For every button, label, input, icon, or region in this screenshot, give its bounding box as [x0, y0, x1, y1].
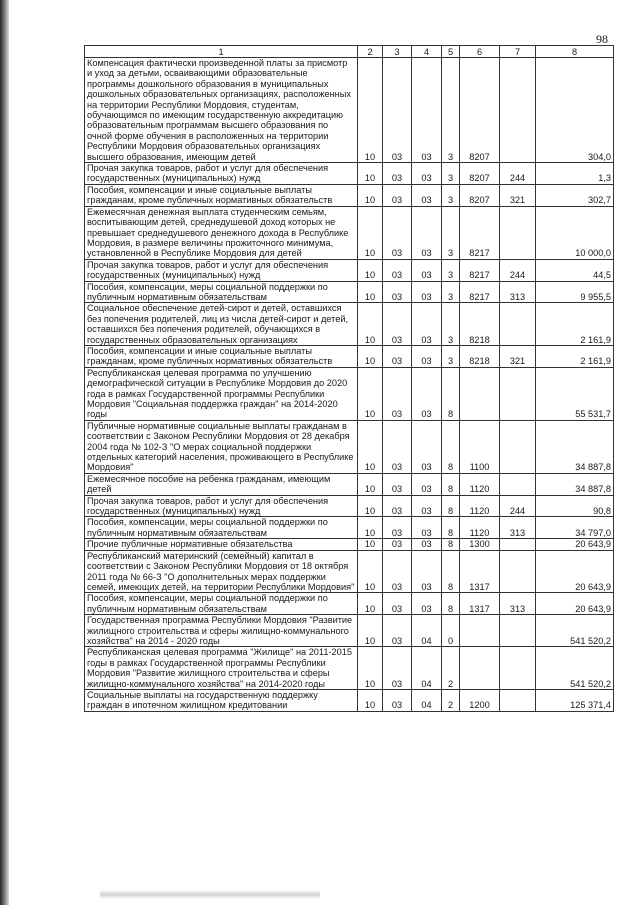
article-cell: 1317 [460, 593, 500, 615]
subprogram-cell: 8 [442, 473, 460, 495]
table-row [85, 593, 614, 615]
table-row [85, 539, 614, 550]
expense-type-cell [500, 647, 536, 690]
table-body [85, 58, 614, 712]
table-row [85, 345, 614, 367]
program-cell: 04 [412, 647, 442, 690]
header-cell: 4 [412, 46, 442, 58]
item-name-cell: Пособия, компенсации и иные социальные выплаты гражданам, кроме публичных нормативных обязательств [85, 184, 358, 206]
table-row [85, 303, 614, 346]
expense-type-cell [500, 303, 536, 346]
section-cell: 10 [358, 345, 383, 367]
subprogram-cell: 3 [442, 303, 460, 346]
subprogram-cell: 2 [442, 647, 460, 690]
subsection-cell: 03 [383, 517, 412, 539]
table-row [85, 281, 614, 303]
amount-cell: 44,5 [536, 259, 614, 281]
header-cell: 8 [536, 46, 614, 58]
program-cell: 03 [412, 281, 442, 303]
article-cell: 1120 [460, 495, 500, 517]
article-cell: 1100 [460, 420, 500, 473]
article-cell: 8218 [460, 303, 500, 346]
subprogram-cell: 8 [442, 420, 460, 473]
expense-type-cell [500, 689, 536, 711]
program-cell: 03 [412, 303, 442, 346]
program-cell: 03 [412, 58, 442, 163]
section-cell: 10 [358, 163, 383, 185]
expense-type-cell: 321 [500, 184, 536, 206]
item-name-cell: Республиканская целевая программа "Жилище" на 2011-2015 годы в рамках Государственной программы Республики Мордовия "Развитие жилищного строительства и сферы жилищно-коммунального хозяйства" на 2014-2020 годы [85, 647, 358, 690]
amount-cell: 34 887,8 [536, 473, 614, 495]
table-row [85, 259, 614, 281]
program-cell: 03 [412, 367, 442, 420]
item-name-cell: Пособия, компенсации и иные социальные выплаты гражданам, кроме публичных нормативных обязательств [85, 345, 358, 367]
table-row [85, 473, 614, 495]
subsection-cell: 03 [383, 420, 412, 473]
subsection-cell: 03 [383, 367, 412, 420]
section-cell: 10 [358, 539, 383, 550]
table-row [85, 689, 614, 711]
article-cell: 8218 [460, 345, 500, 367]
subsection-cell: 03 [383, 259, 412, 281]
expense-type-cell [500, 615, 536, 647]
section-cell: 10 [358, 689, 383, 711]
subprogram-cell: 3 [442, 184, 460, 206]
article-cell: 1200 [460, 689, 500, 711]
section-cell: 10 [358, 615, 383, 647]
subprogram-cell: 8 [442, 517, 460, 539]
amount-cell: 9 955,5 [536, 281, 614, 303]
article-cell [460, 647, 500, 690]
amount-cell: 125 371,4 [536, 689, 614, 711]
item-name-cell: Ежемесячная денежная выплата студенческим семьям, воспитывающим детей, среднедушевой доход которых не превышает среднедушевого денежного дохода в Республике Мордовия, в размере величины прожиточного минимума, установленной в Республике Мордовия для детей [85, 206, 358, 259]
program-cell: 03 [412, 593, 442, 615]
expense-type-cell [500, 539, 536, 550]
section-cell: 10 [358, 593, 383, 615]
subprogram-cell: 2 [442, 689, 460, 711]
expense-type-cell [500, 58, 536, 163]
subsection-cell: 03 [383, 345, 412, 367]
table-row [85, 517, 614, 539]
article-cell: 8207 [460, 58, 500, 163]
subprogram-cell: 8 [442, 539, 460, 550]
article-cell: 8217 [460, 259, 500, 281]
amount-cell: 20 643,9 [536, 593, 614, 615]
header-cell: 6 [460, 46, 500, 58]
program-cell: 03 [412, 420, 442, 473]
section-cell: 10 [358, 647, 383, 690]
subsection-cell: 03 [383, 184, 412, 206]
item-name-cell: Пособия, компенсации, меры социальной поддержки по публичным нормативным обязательствам [85, 517, 358, 539]
header-cell: 1 [85, 46, 358, 58]
item-name-cell: Публичные нормативные социальные выплаты гражданам в соответствии с Законом Республики Мордовия от 28 декабря 2004 года № 102-З "О мерах социальной поддержки отдельных категорий населения, проживающего в Республике Мордовия" [85, 420, 358, 473]
section-cell: 10 [358, 473, 383, 495]
subsection-cell: 03 [383, 495, 412, 517]
subsection-cell: 03 [383, 647, 412, 690]
section-cell: 10 [358, 495, 383, 517]
section-cell: 10 [358, 206, 383, 259]
article-cell [460, 367, 500, 420]
subsection-cell: 03 [383, 593, 412, 615]
article-cell: 8217 [460, 206, 500, 259]
expense-type-cell: 321 [500, 345, 536, 367]
expense-type-cell: 244 [500, 259, 536, 281]
amount-cell: 541 520,2 [536, 647, 614, 690]
subsection-cell: 03 [383, 689, 412, 711]
section-cell: 10 [358, 420, 383, 473]
item-name-cell: Государственная программа Республики Мордовия "Развитие жилищного строительства и сферы жилищно-коммунального хозяйства" на 2014 - 2020 годы [85, 615, 358, 647]
table-row [85, 550, 614, 593]
item-name-cell: Пособия, компенсации, меры социальной поддержки по публичным нормативным обязательствам [85, 281, 358, 303]
expense-type-cell: 313 [500, 593, 536, 615]
program-cell: 03 [412, 473, 442, 495]
program-cell: 03 [412, 259, 442, 281]
item-name-cell: Прочая закупка товаров, работ и услуг для обеспечения государственных (муниципальных) нужд [85, 259, 358, 281]
item-name-cell: Прочая закупка товаров, работ и услуг для обеспечения государственных (муниципальных) нужд [85, 495, 358, 517]
item-name-cell: Компенсация фактически произведенной платы за присмотр и уход за детьми, осваивающими образовательные программы дошкольного образования в муниципальных дошкольных образовательных организациях, расположенных на территории Республики Мордовия, студентам, обучающимся по имеющим государственную аккредитацию образовательным программам высшего образования по очной форме обучения в расположенных на территории Республики Мордовия образовательных организациях высшего образования, имеющим детей [85, 58, 358, 163]
amount-cell: 20 643,9 [536, 539, 614, 550]
table-row [85, 420, 614, 473]
header-cell: 5 [442, 46, 460, 58]
subprogram-cell: 0 [442, 615, 460, 647]
subsection-cell: 03 [383, 206, 412, 259]
subprogram-cell: 3 [442, 259, 460, 281]
program-cell: 03 [412, 184, 442, 206]
section-cell: 10 [358, 58, 383, 163]
subprogram-cell: 3 [442, 345, 460, 367]
amount-cell: 55 531,7 [536, 367, 614, 420]
subsection-cell: 03 [383, 303, 412, 346]
expense-type-cell: 244 [500, 495, 536, 517]
section-cell: 10 [358, 303, 383, 346]
section-cell: 10 [358, 550, 383, 593]
section-cell: 10 [358, 367, 383, 420]
subprogram-cell: 8 [442, 593, 460, 615]
table-row [85, 495, 614, 517]
amount-cell: 34 797,0 [536, 517, 614, 539]
subprogram-cell: 8 [442, 495, 460, 517]
expense-type-cell: 313 [500, 517, 536, 539]
amount-cell: 10 000,0 [536, 206, 614, 259]
item-name-cell: Прочая закупка товаров, работ и услуг для обеспечения государственных (муниципальных) нужд [85, 163, 358, 185]
section-cell: 10 [358, 259, 383, 281]
section-cell: 10 [358, 184, 383, 206]
expense-type-cell [500, 206, 536, 259]
subprogram-cell: 8 [442, 550, 460, 593]
program-cell: 03 [412, 345, 442, 367]
section-cell: 10 [358, 281, 383, 303]
budget-table [84, 45, 614, 712]
header-cell: 2 [358, 46, 383, 58]
item-name-cell: Прочие публичные нормативные обязательства [85, 539, 358, 550]
table-row [85, 615, 614, 647]
program-cell: 04 [412, 615, 442, 647]
subprogram-cell: 3 [442, 58, 460, 163]
section-cell: 10 [358, 517, 383, 539]
program-cell: 03 [412, 495, 442, 517]
scan-artifact [100, 890, 320, 899]
amount-cell: 1,3 [536, 163, 614, 185]
table-row [85, 163, 614, 185]
article-cell: 1120 [460, 517, 500, 539]
article-cell: 8217 [460, 281, 500, 303]
subsection-cell: 03 [383, 473, 412, 495]
article-cell: 8207 [460, 163, 500, 185]
program-cell: 03 [412, 517, 442, 539]
program-cell: 03 [412, 206, 442, 259]
item-name-cell: Социальное обеспечение детей-сирот и детей, оставшихся без попечения родителей, лиц из числа детей-сирот и детей, оставшихся без попечения родителей, обучающихся в государственных образовательных организациях [85, 303, 358, 346]
expense-type-cell: 244 [500, 163, 536, 185]
amount-cell: 541 520,2 [536, 615, 614, 647]
item-name-cell: Республиканский материнский (семейный) капитал в соответствии с Законом Республики Мордовия от 18 октября 2011 года № 66-З "О дополнительных мерах поддержки семей, имеющих детей, на территории Республики Мордовия" [85, 550, 358, 593]
amount-cell: 2 161,9 [536, 303, 614, 346]
amount-cell: 90,8 [536, 495, 614, 517]
program-cell: 04 [412, 689, 442, 711]
table-row [85, 58, 614, 163]
article-cell: 8207 [460, 184, 500, 206]
subsection-cell: 03 [383, 550, 412, 593]
subprogram-cell: 8 [442, 367, 460, 420]
header-cell: 7 [500, 46, 536, 58]
expense-type-cell: 313 [500, 281, 536, 303]
expense-type-cell [500, 367, 536, 420]
expense-type-cell [500, 550, 536, 593]
amount-cell: 302,7 [536, 184, 614, 206]
amount-cell: 34 887,8 [536, 420, 614, 473]
subsection-cell: 03 [383, 163, 412, 185]
page-number: 98 [596, 32, 608, 46]
program-cell: 03 [412, 550, 442, 593]
subsection-cell: 03 [383, 58, 412, 163]
expense-type-cell [500, 420, 536, 473]
scan-edge-shadow [0, 0, 9, 905]
table-header-row [85, 46, 614, 58]
article-cell: 1300 [460, 539, 500, 550]
table-row [85, 647, 614, 690]
header-cell: 3 [383, 46, 412, 58]
subprogram-cell: 3 [442, 163, 460, 185]
item-name-cell: Ежемесячное пособие на ребенка гражданам, имеющим детей [85, 473, 358, 495]
program-cell: 03 [412, 163, 442, 185]
amount-cell: 20 643,9 [536, 550, 614, 593]
expense-type-cell [500, 473, 536, 495]
item-name-cell: Республиканская целевая программа по улучшению демографической ситуации в Республике Мордовия до 2020 года в рамках Государственной программы Республики Мордовия "Социальная поддержка граждан" на 2014-2020 годы [85, 367, 358, 420]
program-cell: 03 [412, 539, 442, 550]
subsection-cell: 03 [383, 281, 412, 303]
table-row [85, 206, 614, 259]
article-cell: 1120 [460, 473, 500, 495]
table-row [85, 184, 614, 206]
subprogram-cell: 3 [442, 206, 460, 259]
amount-cell: 2 161,9 [536, 345, 614, 367]
article-cell: 1317 [460, 550, 500, 593]
article-cell [460, 615, 500, 647]
item-name-cell: Пособия, компенсации, меры социальной поддержки по публичным нормативным обязательствам [85, 593, 358, 615]
table-row [85, 367, 614, 420]
item-name-cell: Социальные выплаты на государственную поддержку граждан в ипотечном жилищном кредитовании [85, 689, 358, 711]
subsection-cell: 03 [383, 615, 412, 647]
subsection-cell: 03 [383, 539, 412, 550]
amount-cell: 304,0 [536, 58, 614, 163]
subprogram-cell: 3 [442, 281, 460, 303]
